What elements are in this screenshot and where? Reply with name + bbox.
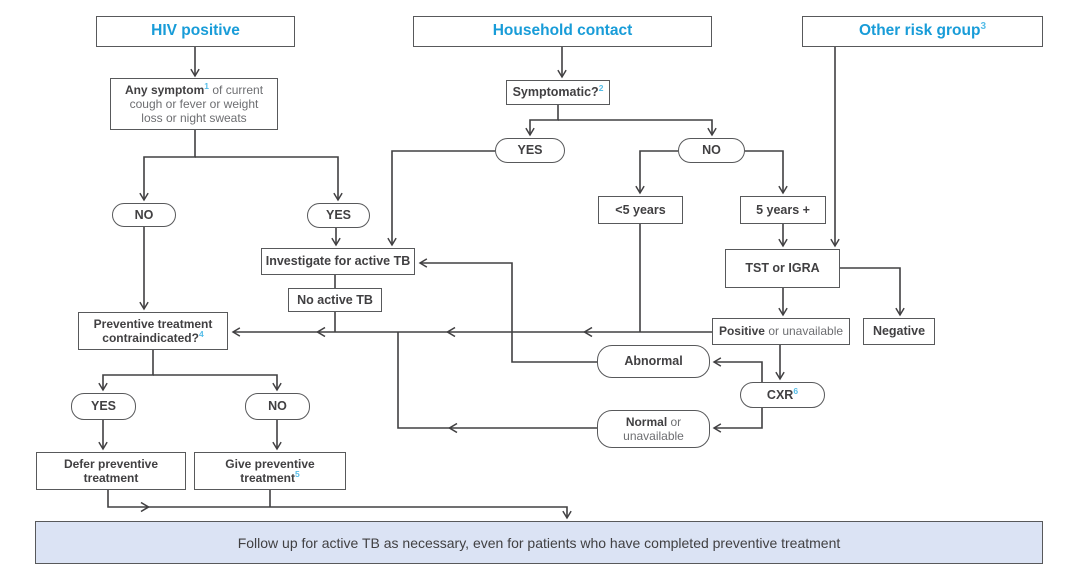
header-household-contact-label: Household contact (492, 22, 633, 40)
node-no-hiv-symptom (112, 203, 176, 227)
node-yes-contraindicated (71, 393, 136, 420)
node-give-line2: treatment (240, 471, 295, 485)
node-positive-rest: or unavailable (764, 324, 844, 339)
node-under-5-years-label: <5 years (615, 202, 666, 217)
node-5-years-plus (740, 196, 826, 224)
node-investigate-active-tb-label: Investigate for active TB (265, 254, 411, 269)
node-tst-or-igra-label: TST or IGRA (745, 261, 820, 276)
node-preventive-contraindicated-line2: contraindicated? (102, 331, 199, 345)
node-preventive-contraindicated (78, 312, 228, 350)
node-no-active-tb-label: No active TB (297, 292, 373, 307)
node-normal-rest: or (667, 414, 682, 429)
node-any-symptom-bold: Any symptom (124, 82, 205, 97)
node-no-contraindicated-label: NO (268, 399, 287, 414)
node-negative-label: Negative (872, 324, 926, 339)
node-symptomatic (506, 80, 610, 105)
node-abnormal (597, 345, 710, 378)
node-defer-preventive-treatment (36, 452, 186, 490)
node-yes-hiv-symptom (307, 203, 370, 228)
node-positive-or-unavailable (712, 318, 850, 345)
node-give-preventive-treatment (194, 452, 346, 490)
node-tst-or-igra (725, 249, 840, 288)
node-preventive-contraindicated-line1: Preventive treatment (93, 316, 213, 331)
node-give-line1: Give preventive (225, 456, 315, 471)
node-yes-contraindicated-label: YES (90, 399, 116, 414)
header-household-contact (413, 16, 712, 47)
node-normal-line2: unavailable (623, 429, 684, 443)
node-yes-symptomatic (495, 138, 565, 163)
footnote-1: 1 (204, 80, 210, 91)
node-any-symptom (110, 78, 278, 130)
node-defer-line2: treatment (83, 471, 139, 485)
node-normal-label: Normal (625, 414, 668, 429)
node-under-5-years (598, 196, 683, 224)
node-negative (863, 318, 935, 345)
footnote-4: 4 (198, 329, 204, 339)
node-no-symptomatic (678, 138, 745, 163)
node-any-symptom-rest: of current cough or fever or weight loss or night sweats (129, 82, 264, 126)
node-normal-or-unavailable (597, 410, 710, 448)
follow-up-banner-label: Follow up for active TB as necessary, even for patients who have completed preventive treatment (237, 534, 841, 551)
node-symptomatic-label: Symptomatic? (512, 85, 599, 100)
header-hiv-positive (96, 16, 295, 47)
follow-up-banner (35, 521, 1043, 564)
node-positive-label: Positive (718, 324, 765, 339)
footnote-5: 5 (294, 469, 300, 479)
header-hiv-positive-label: HIV positive (151, 22, 240, 40)
node-cxr (740, 382, 825, 408)
node-yes-symptomatic-label: YES (517, 143, 543, 158)
node-cxr-label: CXR (766, 387, 794, 402)
node-abnormal-label: Abnormal (624, 354, 683, 369)
node-no-active-tb (288, 288, 382, 312)
node-no-contraindicated (245, 393, 310, 420)
node-no-symptomatic-label: NO (702, 143, 721, 158)
node-5-years-plus-label: 5 years + (756, 202, 810, 217)
node-investigate-active-tb (261, 248, 415, 275)
header-other-risk-group-label: Other risk group (859, 22, 981, 40)
footnote-3: 3 (980, 21, 986, 33)
header-other-risk-group (802, 16, 1043, 47)
footnote-2: 2 (598, 82, 604, 93)
node-defer-line1: Defer preventive (63, 456, 159, 471)
node-yes-hiv-symptom-label: YES (325, 208, 351, 223)
footnote-6: 6 (793, 385, 799, 396)
node-no-hiv-symptom-label: NO (134, 207, 154, 222)
